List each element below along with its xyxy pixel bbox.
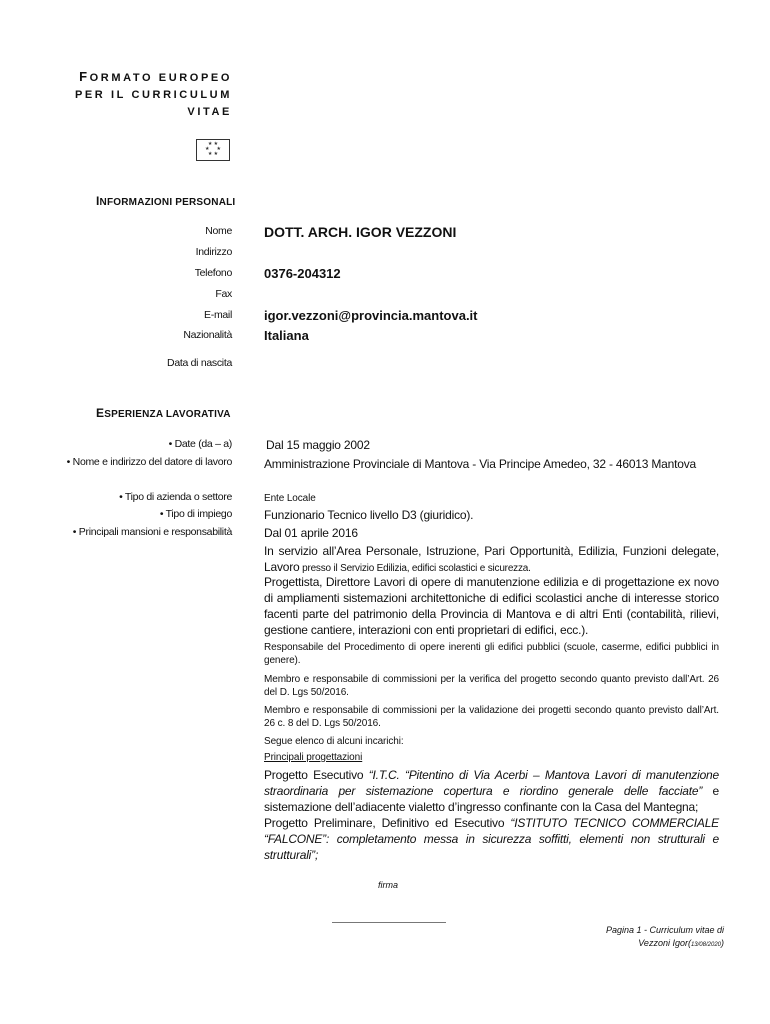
- eu-flag-icon: ★ ★ ★ ★ ★ ★: [196, 139, 230, 161]
- signature-line: [332, 922, 446, 923]
- page-footer: Pagina 1 - Curriculum vitae di Vezzoni Igor(13/08/2020): [605, 925, 724, 948]
- work-experience-heading: ESPERIENZA LAVORATIVA: [96, 406, 231, 420]
- duties-label: • Principali mansioni e responsabilità: [72, 526, 232, 538]
- personal-info-heading: INFORMAZIONI PERSONALI: [96, 194, 236, 208]
- signature-label: firma: [378, 880, 398, 890]
- duties-since: Dal 01 aprile 2016: [264, 526, 358, 540]
- role-text: Progettista, Direttore Lavori di opere di manutenzione edilizia e di progettazione ex novo di ampliamenti sistemazioni architettoniche di edifici scolastici anche di interesse storico facenti parte del patrimonio della Provincia di Mantova e di altri Enti (contabilità, rilievi, gestione cantiere, interazioni con enti proprietari di edifici, ecc.).: [264, 575, 719, 637]
- nationality-value: Italiana: [264, 328, 309, 343]
- phone-value: 0376-204312: [264, 266, 341, 281]
- name-value: DOTT. ARCH. IGOR VEZZONI: [264, 224, 457, 240]
- dates-value: Dal 15 maggio 2002: [266, 438, 370, 452]
- fax-label: Fax: [215, 288, 232, 300]
- dates-label: • Date (da – a): [168, 438, 232, 450]
- list-intro: Segue elenco di alcuni incarichi:: [264, 736, 404, 747]
- sector-value: Ente Locale: [264, 493, 316, 504]
- project-2: Progetto Preliminare, Definitivo ed Esecutivo “ISTITUTO TECNICO COMMERCIALE “FALCONE”: completamento messa in sicurezza soffitti, elementi non strutturali e strutturali”;: [264, 816, 719, 862]
- job-type-label: • Tipo di impiego: [159, 508, 232, 520]
- rup-text: Responsabile del Procedimento di opere inerenti gli edifici pubblici (scuole, caserme, edifici pubblici in genere).: [264, 642, 719, 666]
- employer-label: • Nome e indirizzo del datore di lavoro: [66, 456, 232, 468]
- project-1: Progetto Esecutivo “I.T.C. “Pitentino di Via Acerbi – Mantova Lavori di manutenzione straordinaria per sistemazione copertura e riordino generale delle facciate” e sistemazione dell’adiacente vialetto d’ingresso confinante con la Casa del Mantegna;: [264, 768, 720, 814]
- birth-date-label: Data di nascita: [167, 357, 232, 369]
- nationality-label: Nazionalità: [183, 329, 232, 341]
- sector-label: • Tipo di azienda o settore: [119, 491, 232, 503]
- address-label: Indirizzo: [195, 246, 232, 258]
- job-type-value: Funzionario Tecnico livello D3 (giuridico).: [264, 508, 474, 522]
- verify-text: Membro e responsabile di commissioni per la verifica del progetto secondo quanto previsto dall’Art. 26 del D. Lgs 50/2016.: [264, 674, 719, 698]
- validate-text: Membro e responsabile di commissioni per la validazione dei progetti secondo quanto previsto dall’Art. 26 c. 8 del D. Lgs 50/2016.: [264, 705, 719, 729]
- projects-heading: Principali progettazioni: [264, 752, 363, 763]
- employer-value: Amministrazione Provinciale di Mantova - Via Principe Amedeo, 32 - 46013 Mantova: [264, 457, 697, 471]
- name-label: Nome: [205, 225, 232, 237]
- service-text: In servizio all’Area Personale, Istruzione, Pari Opportunità, Edilizia, Funzioni delegate, Lavoro presso il Servizio Edilizia, edifici scolastici e sicurezza.: [264, 544, 719, 574]
- email-label: E-mail: [204, 309, 232, 321]
- email-value: igor.vezzoni@provincia.mantova.it: [264, 308, 478, 323]
- phone-label: Telefono: [194, 267, 232, 279]
- cv-title: FORMATO EUROPEO PER IL CURRICULUM VITAE: [74, 69, 232, 118]
